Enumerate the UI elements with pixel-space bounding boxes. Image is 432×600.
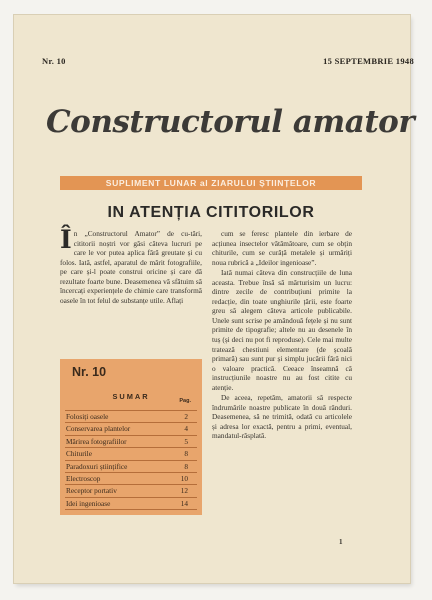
article-paragraph: cum se feresc plantele din ierbare de acțiunea insectelor vătămătoare, cum se obțin chiturile, cum se curăță metalele și urmăriți noua rubrică a „Ideilor ingenioase”. (212, 229, 352, 267)
article-paragraph: Iată numai câteva din construcțiile de luna aceasta. Trebue însă să mărturisim un lucru: dintre zecile de contribuțiuni primite la redacție, din toate unghiurile țării, este foarte greu să alegem câteva articole publicabile. Unele sunt scrise pe amândouă fețele și nu sunt primite de tipografie; altele nu au desenele în tuș (și deci nu pot fi reproduse). Cele mai multe tratează chestiuni elementare (de școală primară) sau sunt pur și simplu jucării fără nici o valoare practică. Ceeace înseamnă că instrucțiunile noastre nu au fost citite cu atenție. (212, 268, 352, 392)
article-column-right (212, 229, 352, 441)
issue-date: 15 SEPTEMBRIE 1948 (323, 56, 414, 66)
masthead-title: Constructorul amator (46, 104, 415, 140)
article-column-left (60, 225, 202, 305)
article-paragraph: De aceea, repetăm, amatorii să respecte îndrumările noastre publicate în două rânduri. Deasemenea, să ne trimită, odată cu articolele și adresa lor exactă, pentru a primi, eventual, mandatul-răsplată. (212, 393, 352, 441)
article-paragraph: În „Constructorul Amator” de cu-tări, cititorii noștri vor găsi câteva lucruri pe care le vor putea aplica fără greutate și cu folos. Iată, astfel, aparatul de mărit fotografiile, pe care și-l poate construi oricine și care dă rezultate foarte bune. Deasemenea vă sfătuim să încercați experiențele de chimie care transformă oasele în tot felul de substanțe utile. Aflați (60, 225, 202, 305)
summary-item: Paradoxuri științifice 8 (65, 461, 197, 473)
summary-item: Conservarea plantelor 4 (65, 423, 197, 435)
page-number: 1 (339, 538, 343, 546)
summary-item: Idei ingenioase 14 (65, 498, 197, 510)
summary-issue-number: Nr. 10 (72, 365, 107, 379)
article-headline: IN ATENȚIA CITITORILOR (107, 204, 315, 221)
summary-item: Electroscop 10 (65, 473, 197, 485)
summary-title: SUMAR (112, 392, 150, 401)
summary-box (60, 359, 202, 515)
summary-item: Receptor portativ 12 (65, 485, 197, 497)
summary-page-header: Pag. (179, 398, 191, 404)
drop-cap: Î (60, 225, 72, 254)
summary-item: Chiturile 8 (65, 448, 197, 460)
summary-list (65, 410, 197, 510)
summary-item: Mărirea fotografiilor 5 (65, 436, 197, 448)
issue-number: Nr. 10 (42, 56, 66, 66)
summary-item: Folosiți oasele 2 (65, 411, 197, 423)
masthead-subtitle: SUPLIMENT LUNAR al ZIARULUI ȘTIINȚELOR (60, 176, 362, 190)
